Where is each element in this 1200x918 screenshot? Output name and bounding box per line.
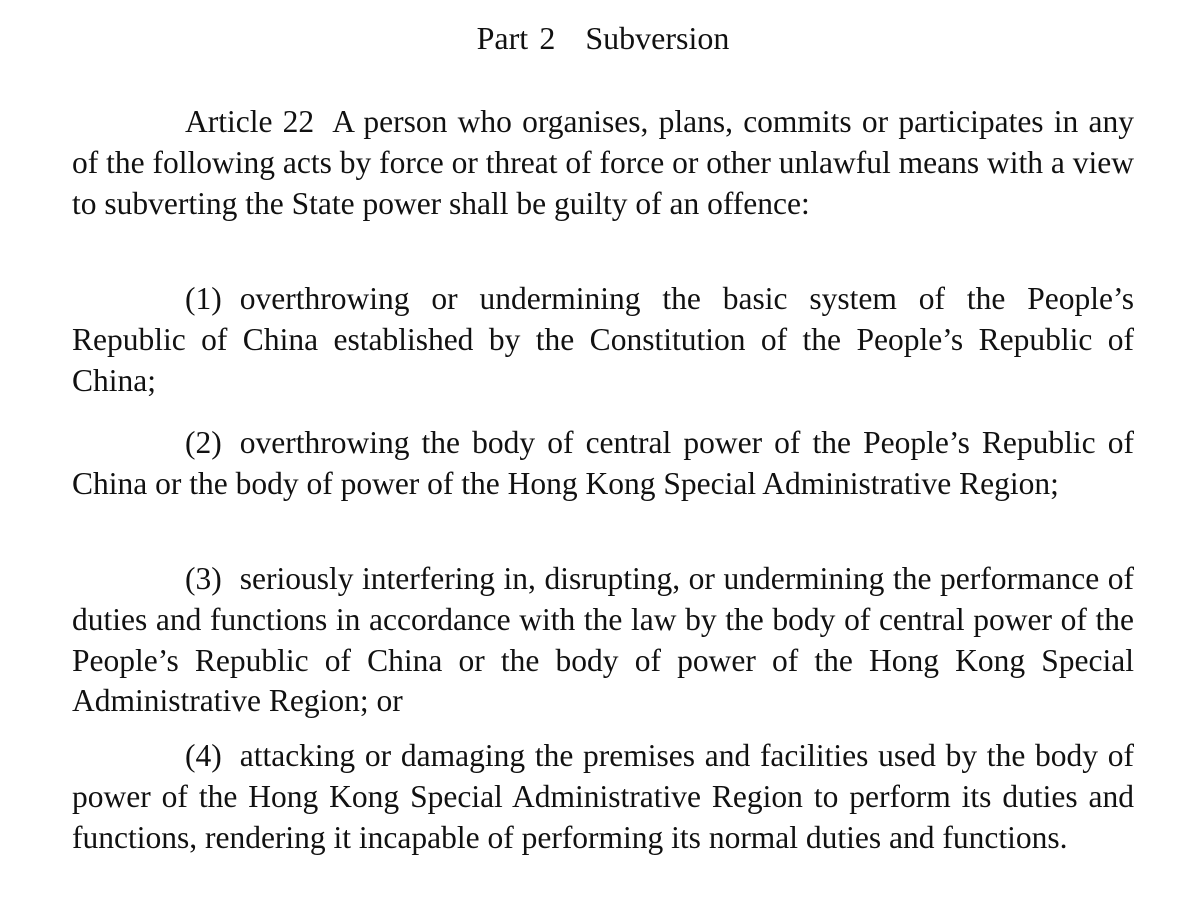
item-label: (3) [185,561,222,596]
list-item [72,559,1134,722]
part-number: Part 2 [476,20,556,56]
part-title: Subversion [585,20,730,56]
list-item [72,423,1134,505]
item-text: overthrowing the body of central power of the People’s Republic of China or the body of power of the Hong Kong Special Administrative Region; [72,425,1134,501]
part-heading [72,18,1134,58]
item-label: (4) [185,738,222,773]
article-22-paragraph [72,102,1134,224]
item-label: (2) [185,425,222,460]
list-item [72,736,1134,858]
list-item [72,279,1134,401]
item-text: seriously interfering in, disrupting, or undermining the performance of duties and functions in accordance with the law by the body of central power of the People’s Republic of China or the body of power of the Hong Kong Special Administrative Region; or [72,561,1134,719]
item-label: (1) [185,281,222,316]
article-text: A person who organises, plans, commits or participates in any of the following acts by force or threat of force or other unlawful means with a view to subverting the State power shall be guilty of an offence: [72,104,1134,221]
item-text: attacking or damaging the premises and facilities used by the body of power of the Hong Kong Special Administrative Region to perform its duties and functions, rendering it incapable of performing its normal duties and functions. [72,738,1134,855]
item-text: overthrowing or undermining the basic system of the People’s Republic of China established by the Constitution of the People’s Republic of China; [72,281,1134,398]
article-label: Article 22 [185,104,315,139]
